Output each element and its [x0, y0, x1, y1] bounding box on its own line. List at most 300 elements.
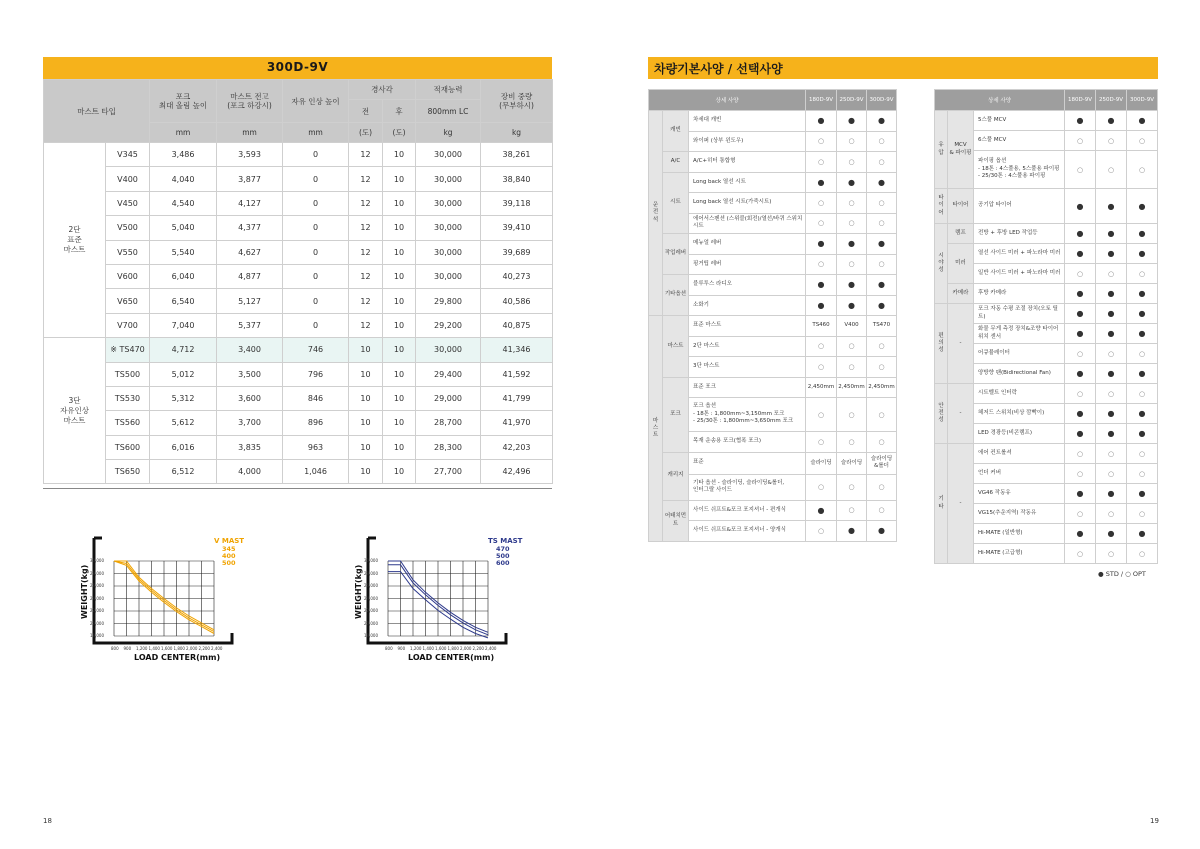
opt-mark: ○ — [1096, 384, 1127, 404]
option-item: 전방 + 후방 LED 작업등 — [974, 224, 1065, 244]
std-mark: ● — [1127, 284, 1158, 304]
subcategory-lever: 작업레버 — [663, 234, 689, 275]
option-item: 사이드 쉬프트&포크 포지셔너 - 편개식 — [689, 500, 806, 521]
subcategory-fork: 포크 — [663, 377, 689, 452]
header-model-1: 180D-9V — [806, 90, 837, 111]
spec-cell-tf: 12 — [349, 313, 383, 337]
spec-cell-wt: 39,410 — [481, 216, 553, 240]
opt-mark: ○ — [867, 474, 897, 500]
spec-cell-height: 4,000 — [217, 460, 283, 484]
spec-title-banner — [43, 57, 552, 79]
spec-cell-mast: ※ TS470 — [106, 338, 150, 362]
option-value: 슬라이딩 &롤더 — [867, 452, 897, 474]
option-value: 슬라이딩 — [837, 452, 867, 474]
opt-mark: ○ — [1096, 444, 1127, 464]
spec-cell-mast: V600 — [106, 264, 150, 288]
spec-cell-tf: 10 — [349, 338, 383, 362]
spec-cell-free: 0 — [283, 313, 349, 337]
option-item: Hi-MATE (일반형) — [974, 524, 1065, 544]
spec-cell-height: 4,627 — [217, 240, 283, 264]
spec-row — [44, 338, 553, 362]
option-item: VG15(추운지역) 작동유 — [974, 504, 1065, 524]
spec-cell-cap: 30,000 — [416, 143, 481, 167]
spec-cell-height: 3,500 — [217, 362, 283, 386]
spec-cell-cap: 30,000 — [416, 216, 481, 240]
std-mark: ● — [806, 295, 837, 316]
spec-cell-tf: 12 — [349, 167, 383, 191]
spec-cell-free: 746 — [283, 338, 349, 362]
spec-cell-cap: 29,200 — [416, 313, 481, 337]
page-number-left: 18 — [43, 817, 52, 825]
std-mark: ● — [837, 521, 867, 542]
opt-mark: ○ — [806, 213, 837, 234]
x-tick-label: 1,400 — [422, 646, 434, 651]
spec-cell-height: 3,835 — [217, 435, 283, 459]
unit-cell: kg — [416, 123, 481, 143]
spec-cell-tr: 10 — [383, 411, 416, 435]
option-item: 파이핑 옵션 - 18톤 : 4스풀용, 5스풀용 파이핑 - 25/30톤 : 4스풀용 파이핑 — [974, 151, 1065, 189]
category-visibility: 시 야 성 — [935, 224, 948, 304]
unit-cell: kg — [481, 123, 553, 143]
std-mark: ● — [1096, 111, 1127, 131]
std-mark: ● — [1096, 524, 1127, 544]
std-mark: ● — [1096, 244, 1127, 264]
subcategory-mcv: MCV & 파이핑 — [948, 111, 974, 189]
opt-mark: ○ — [837, 193, 867, 214]
option-row — [935, 284, 1158, 304]
option-item: LED 경광등(비콘램프) — [974, 424, 1065, 444]
x-tick-label: 900 — [397, 646, 406, 651]
opt-mark: ○ — [1065, 444, 1096, 464]
opt-mark: ○ — [837, 357, 867, 378]
opt-mark: ○ — [867, 357, 897, 378]
option-item: Long back 열선 시트(가죽시트) — [689, 193, 806, 214]
spec-cell-cap: 28,300 — [416, 435, 481, 459]
opt-mark: ○ — [1127, 264, 1158, 284]
y-tick-label: 26,000 — [364, 583, 378, 588]
opt-mark: ○ — [1127, 131, 1158, 151]
spec-row — [44, 460, 553, 484]
option-row — [935, 444, 1158, 464]
spec-cell-cap: 29,400 — [416, 362, 481, 386]
category-mast: 마 스 트 — [649, 316, 663, 542]
option-item: 표준 — [689, 452, 806, 474]
option-item: 핑거팁 레버 — [689, 254, 806, 275]
std-mark: ● — [806, 234, 837, 255]
std-mark: ● — [806, 275, 837, 296]
subcategory-seat: 시트 — [663, 172, 689, 234]
category-etc: 기 타 — [935, 444, 948, 564]
std-mark: ● — [867, 275, 897, 296]
header-tilt: 경사각 — [349, 80, 416, 100]
spec-cell-cap: 30,000 — [416, 240, 481, 264]
unit-cell: (도) — [349, 123, 383, 143]
x-tick-label: 2,000 — [186, 646, 198, 651]
std-mark: ● — [1065, 284, 1096, 304]
chart-legend-title: V MAST — [214, 537, 245, 545]
spec-row — [44, 191, 553, 215]
option-value: 2,450mm — [806, 377, 837, 398]
spec-cell-tr: 10 — [383, 191, 416, 215]
std-mark: ● — [867, 172, 897, 193]
spec-cell-free: 0 — [283, 191, 349, 215]
subcategory-tire: 타이어 — [948, 189, 974, 224]
x-tick-label: 800 — [111, 646, 119, 651]
option-item: 메뉴얼 레버 — [689, 234, 806, 255]
spec-cell-tr: 10 — [383, 167, 416, 191]
option-item: 차세대 캐빈 — [689, 111, 806, 132]
option-item: 공기압 타이어 — [974, 189, 1065, 224]
spec-cell-lift: 7,040 — [150, 313, 217, 337]
spec-cell-mast: TS600 — [106, 435, 150, 459]
page-number-right: 19 — [1150, 817, 1159, 825]
y-tick-label: 18,000 — [364, 633, 378, 638]
option-item: 블루투스 라디오 — [689, 275, 806, 296]
spec-row — [44, 411, 553, 435]
x-tick-label: 1,600 — [161, 646, 173, 651]
spec-cell-lift: 3,486 — [150, 143, 217, 167]
spec-cell-free: 1,046 — [283, 460, 349, 484]
std-mark: ● — [1127, 244, 1158, 264]
opt-mark: ○ — [806, 432, 837, 453]
option-item: Long back 열선 시트 — [689, 172, 806, 193]
std-mark: ● — [837, 295, 867, 316]
option-value: 2,450mm — [867, 377, 897, 398]
spec-cell-tf: 12 — [349, 240, 383, 264]
opt-mark: ○ — [806, 474, 837, 500]
header-free-lift: 자유 인상 높이 — [283, 80, 349, 123]
opt-mark: ○ — [806, 152, 837, 173]
spec-cell-tf: 10 — [349, 460, 383, 484]
option-item: 에어서스펜션 (스위블(회전)/열선/바퀴 스위치 시트 — [689, 213, 806, 234]
option-row — [649, 172, 897, 193]
spec-cell-free: 0 — [283, 240, 349, 264]
spec-row — [44, 240, 553, 264]
std-mark: ● — [1127, 224, 1158, 244]
x-tick-label: 2,200 — [472, 646, 484, 651]
spec-cell-mast: V650 — [106, 289, 150, 313]
header-model-1: 180D-9V — [1065, 90, 1096, 111]
spec-cell-height: 3,593 — [217, 143, 283, 167]
header-capacity: 적재능력 — [416, 80, 481, 100]
std-mark: ● — [837, 234, 867, 255]
chart-legend-title: TS MAST — [488, 537, 523, 545]
option-row — [935, 244, 1158, 264]
subcategory-etc: - — [948, 444, 974, 564]
v-mast-capacity-chart — [82, 535, 262, 670]
opt-mark: ○ — [837, 432, 867, 453]
opt-mark: ○ — [1127, 151, 1158, 189]
opt-mark: ○ — [1127, 344, 1158, 364]
option-item: Hi-MATE (고급형) — [974, 544, 1065, 564]
options-table-b — [934, 89, 1158, 564]
x-tick-label: 1,800 — [447, 646, 459, 651]
opt-mark: ○ — [1096, 544, 1127, 564]
spec-cell-tr: 10 — [383, 338, 416, 362]
spec-cell-cap: 30,000 — [416, 167, 481, 191]
std-mark: ● — [1065, 324, 1096, 344]
spec-cell-mast: V700 — [106, 313, 150, 337]
std-mark: ● — [1096, 304, 1127, 324]
std-mark: ● — [1065, 404, 1096, 424]
std-mark: ● — [1127, 404, 1158, 424]
opt-mark: ○ — [806, 193, 837, 214]
category-convenience: 편 의 성 — [935, 304, 948, 384]
x-tick-label: 2,400 — [485, 646, 497, 651]
spec-cell-lift: 4,712 — [150, 338, 217, 362]
y-tick-label: 20,000 — [90, 620, 104, 626]
opt-mark: ○ — [867, 131, 897, 152]
opt-mark: ○ — [867, 213, 897, 234]
std-mark: ● — [1127, 424, 1158, 444]
std-mark: ● — [1096, 189, 1127, 224]
ts-mast-capacity-chart — [356, 535, 536, 670]
std-mark: ● — [1127, 111, 1158, 131]
option-item: 후방 카메라 — [974, 284, 1065, 304]
spec-cell-tr: 10 — [383, 460, 416, 484]
opt-mark: ○ — [837, 474, 867, 500]
spec-cell-tr: 10 — [383, 386, 416, 410]
std-mark: ● — [1096, 424, 1127, 444]
spec-row — [44, 167, 553, 191]
header-spec: 상세 사양 — [935, 90, 1065, 111]
option-item: A/C+히터 통합형 — [689, 152, 806, 173]
opt-mark: ○ — [1096, 264, 1127, 284]
spec-cell-height: 4,877 — [217, 264, 283, 288]
spec-cell-height: 4,127 — [217, 191, 283, 215]
unit-cell: mm — [283, 123, 349, 143]
std-mark: ● — [837, 111, 867, 132]
option-row — [935, 304, 1158, 324]
subcategory-safety: - — [948, 384, 974, 444]
y-tick-label: 24,000 — [90, 595, 104, 601]
opt-mark: ○ — [867, 254, 897, 275]
x-tick-label: 1,800 — [173, 646, 185, 651]
category-safety: 안 전 성 — [935, 384, 948, 444]
y-tick-label: 22,000 — [90, 608, 104, 613]
opt-mark: ○ — [1065, 464, 1096, 484]
opt-mark: ○ — [1065, 151, 1096, 189]
spec-row — [44, 362, 553, 386]
std-mark: ● — [806, 111, 837, 132]
option-row — [935, 189, 1158, 224]
subcategory-misc: 기타옵션 — [663, 275, 689, 316]
spec-cell-tf: 12 — [349, 216, 383, 240]
option-item: 표준 포크 — [689, 377, 806, 398]
option-row — [649, 111, 897, 132]
x-tick-label: 1,400 — [148, 646, 160, 651]
spec-cell-wt: 42,496 — [481, 460, 553, 484]
spec-cell-free: 0 — [283, 143, 349, 167]
spec-cell-wt: 38,261 — [481, 143, 553, 167]
subcategory-mirror: 미러 — [948, 244, 974, 284]
y-axis-label: WEIGHT(kg) — [80, 564, 89, 619]
spec-cell-wt: 38,840 — [481, 167, 553, 191]
spec-cell-free: 896 — [283, 411, 349, 435]
header-spec: 상세 사양 — [649, 90, 806, 111]
spec-cell-lift: 6,512 — [150, 460, 217, 484]
opt-mark: ○ — [837, 254, 867, 275]
std-mark: ● — [1127, 364, 1158, 384]
spec-cell-cap: 27,700 — [416, 460, 481, 484]
option-item: 화물 무게 측정 장치&조향 타이어 위치 센서 — [974, 324, 1065, 344]
std-mark: ● — [1065, 524, 1096, 544]
spec-cell-height: 5,127 — [217, 289, 283, 313]
std-mark: ● — [1065, 304, 1096, 324]
opt-mark: ○ — [867, 500, 897, 521]
opt-mark: ○ — [837, 152, 867, 173]
spec-cell-tr: 10 — [383, 313, 416, 337]
std-mark: ● — [1127, 189, 1158, 224]
spec-row — [44, 435, 553, 459]
chart-frame — [368, 538, 506, 643]
header-capacity-lc: 800mm LC — [416, 100, 481, 123]
spec-cell-lift: 5,612 — [150, 411, 217, 435]
option-value: V400 — [837, 316, 867, 337]
opt-mark: ○ — [837, 336, 867, 357]
std-mark: ● — [1096, 284, 1127, 304]
spec-cell-lift: 4,040 — [150, 167, 217, 191]
spec-cell-free: 0 — [283, 167, 349, 191]
header-weight: 장비 중량 (무부하시) — [481, 80, 553, 123]
spec-row — [44, 313, 553, 337]
x-tick-label: 800 — [385, 646, 393, 651]
spec-cell-lift: 6,040 — [150, 264, 217, 288]
mast-group-label: 2단 표준 마스트 — [44, 143, 106, 338]
option-item: 표준 마스트 — [689, 316, 806, 337]
spec-title: 300D-9V — [266, 60, 329, 74]
opt-mark: ○ — [1096, 504, 1127, 524]
x-tick-label: 1,200 — [410, 646, 422, 651]
opt-mark: ○ — [1065, 544, 1096, 564]
mast-group-label: 3단 자유인상 마스트 — [44, 338, 106, 484]
y-tick-label: 18,000 — [90, 633, 104, 638]
spec-cell-free: 0 — [283, 264, 349, 288]
opt-mark: ○ — [1065, 344, 1096, 364]
x-axis-label: LOAD CENTER(mm) — [408, 653, 495, 662]
spec-cell-wt: 42,203 — [481, 435, 553, 459]
std-mark: ● — [1127, 524, 1158, 544]
header-tilt-front: 전 — [349, 100, 383, 123]
opt-mark: ○ — [1065, 504, 1096, 524]
option-row — [935, 224, 1158, 244]
option-row — [649, 234, 897, 255]
opt-mark: ○ — [867, 336, 897, 357]
spec-cell-wt: 41,799 — [481, 386, 553, 410]
option-row — [649, 152, 897, 173]
opt-mark: ○ — [806, 131, 837, 152]
spec-cell-lift: 6,540 — [150, 289, 217, 313]
y-axis-label: WEIGHT(kg) — [354, 564, 363, 619]
spec-cell-tf: 10 — [349, 386, 383, 410]
spec-cell-free: 0 — [283, 289, 349, 313]
option-item: 사이드 쉬프트&포크 포지셔너 - 양개식 — [689, 521, 806, 542]
spec-cell-lift: 5,312 — [150, 386, 217, 410]
spec-row — [44, 386, 553, 410]
spec-cell-mast: V345 — [106, 143, 150, 167]
option-item: 시트벨트 인터락 — [974, 384, 1065, 404]
std-mark: ● — [1065, 224, 1096, 244]
spec-cell-free: 846 — [283, 386, 349, 410]
spec-cell-tr: 10 — [383, 240, 416, 264]
unit-cell: mm — [150, 123, 217, 143]
y-tick-label: 28,000 — [90, 570, 104, 576]
std-mark: ● — [1096, 484, 1127, 504]
opt-mark: ○ — [1127, 464, 1158, 484]
option-row — [649, 275, 897, 296]
option-item: 와이퍼 (상부 윈도우) — [689, 131, 806, 152]
spec-row — [44, 264, 553, 288]
spec-cell-mast: V400 — [106, 167, 150, 191]
chart-frame — [94, 538, 232, 643]
std-mark: ● — [867, 295, 897, 316]
option-item: 일반 사이드 미러 + 파노라마 미러 — [974, 264, 1065, 284]
spec-cell-cap: 28,700 — [416, 411, 481, 435]
option-item: 5스풀 MCV — [974, 111, 1065, 131]
subcategory-lamp: 램프 — [948, 224, 974, 244]
opt-mark: ○ — [867, 432, 897, 453]
spec-cell-wt: 40,273 — [481, 264, 553, 288]
x-tick-label: 2,200 — [198, 646, 210, 651]
opt-mark: ○ — [1065, 264, 1096, 284]
option-value: TS460 — [806, 316, 837, 337]
y-tick-label: 26,000 — [90, 583, 104, 588]
opt-mark: ○ — [837, 500, 867, 521]
std-mark: ● — [1127, 304, 1158, 324]
option-row — [649, 500, 897, 521]
std-mark: ● — [1065, 111, 1096, 131]
y-tick-label: 28,000 — [364, 570, 378, 576]
spec-cell-height: 4,377 — [217, 216, 283, 240]
unit-cell: (도) — [383, 123, 416, 143]
spec-cell-tf: 10 — [349, 435, 383, 459]
opt-mark: ○ — [1127, 444, 1158, 464]
chart-legend-item: 400 — [222, 552, 236, 560]
spec-cell-tf: 12 — [349, 143, 383, 167]
header-mast-type: 마스트 타입 — [44, 80, 150, 143]
x-tick-label: 1,600 — [435, 646, 447, 651]
x-tick-label: 1,200 — [136, 646, 148, 651]
options-title: 차량기본사양 / 선택사양 — [654, 62, 783, 76]
spec-cell-free: 0 — [283, 216, 349, 240]
opt-mark: ○ — [867, 193, 897, 214]
subcategory-attachment: 어태치먼트 — [663, 500, 689, 541]
opt-mark: ○ — [1127, 544, 1158, 564]
spec-cell-cap: 30,000 — [416, 264, 481, 288]
category-tire: 타 이 어 — [935, 189, 948, 224]
opt-mark: ○ — [806, 254, 837, 275]
spec-cell-tf: 10 — [349, 411, 383, 435]
option-item: 2단 마스트 — [689, 336, 806, 357]
option-item: 포크 옵션 - 18톤 : 1,800mm~3,150mm 포크 - 25/30톤 : 1,800mm~3,650mm 포크 — [689, 398, 806, 432]
option-item: 에어 컨트롤셔 — [974, 444, 1065, 464]
unit-cell: mm — [217, 123, 283, 143]
spec-cell-tr: 10 — [383, 143, 416, 167]
std-opt-legend: ● STD / ○ OPT — [1098, 570, 1146, 578]
x-axis-label: LOAD CENTER(mm) — [134, 653, 221, 662]
option-item: 3단 마스트 — [689, 357, 806, 378]
std-mark: ● — [837, 275, 867, 296]
chart-legend-item: 500 — [496, 552, 510, 560]
spec-cell-lift: 5,012 — [150, 362, 217, 386]
opt-mark: ○ — [837, 398, 867, 432]
option-row — [649, 452, 897, 474]
opt-mark: ○ — [1127, 504, 1158, 524]
spec-cell-tr: 10 — [383, 362, 416, 386]
option-item: 소화기 — [689, 295, 806, 316]
std-mark: ● — [1096, 324, 1127, 344]
option-item: 6스풀 MCV — [974, 131, 1065, 151]
